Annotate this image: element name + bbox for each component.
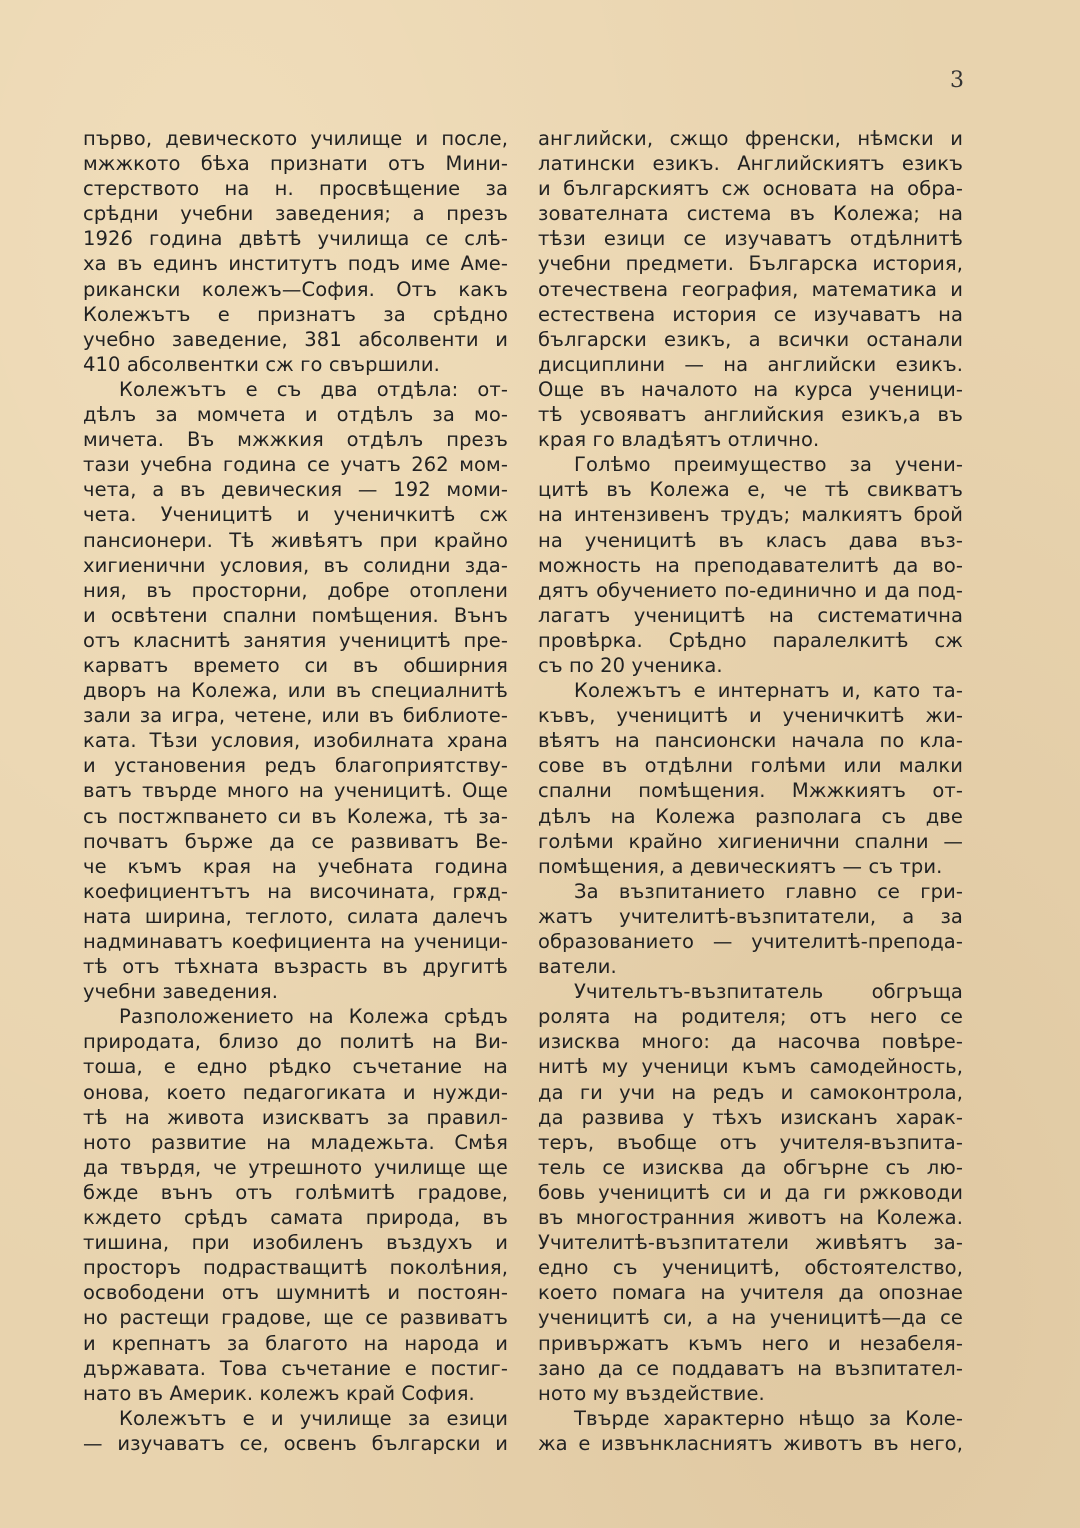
text-line: цитѣ въ Колежа е, че тѣ свикватъ <box>538 478 963 502</box>
text-line: първо, девическото училище и после, <box>83 127 508 150</box>
text-line: За възпитанието главно се гри- <box>574 879 963 903</box>
text-line: тѣзи езици се изучаватъ отдѣлнитѣ <box>538 227 963 251</box>
text-line: чета, а въ девическия — 192 моми- <box>83 478 508 502</box>
text-line: зано да се поддаватъ на възпитател- <box>538 1356 963 1380</box>
text-line: Твърде характерно нѣщо за Коле- <box>574 1406 963 1430</box>
text-line: изисква много: да насочва повѣре- <box>538 1030 963 1054</box>
text-line: ния, въ просторни, добре отоплени <box>83 578 508 602</box>
text-line: бжде вънъ отъ голѣмитѣ градове, <box>83 1180 508 1204</box>
text-line: онова, което педагогиката и нужди- <box>83 1080 508 1104</box>
text-line: бовь ученицитѣ си и да ги ржководи <box>538 1180 963 1204</box>
text-line: края го владѣятъ отлично. <box>538 428 820 452</box>
text-line: български езикъ, а всички останали <box>538 327 963 351</box>
text-line: можность на преподавателитѣ да во- <box>538 553 963 577</box>
text-line: къвъ, ученицитѣ и ученичкитѣ жи- <box>538 704 963 728</box>
text-line: мжжкото бѣха признати отъ Мини- <box>83 152 508 176</box>
text-line: тази учебна година се учатъ 262 мом- <box>83 453 508 477</box>
text-line: зали за игра, четене, или въ библиоте- <box>83 704 508 728</box>
text-line: дѣлъ за момчета и отдѣлъ за мо- <box>83 403 508 427</box>
text-line: Голѣмо преимущество за учени- <box>574 453 963 477</box>
text-line: на ученицитѣ въ класъ дава въз- <box>538 528 963 552</box>
text-line: на интензивенъ трудъ; малкиятъ брой <box>538 503 963 527</box>
text-line: да ги учи на редъ и самоконтрола, <box>538 1080 963 1104</box>
text-line: хигиенични условия, въ солидни зда- <box>83 553 508 577</box>
text-line: вѣятъ на пансионски начала по кла- <box>538 729 963 753</box>
text-line: голѣми крайно хигиенични спални — <box>538 829 963 853</box>
text-line: стерството на н. просвѣщение за <box>83 177 508 201</box>
text-line: ното му въздействие. <box>538 1381 765 1405</box>
text-line: пансионери. Тѣ живѣятъ при крайно <box>83 528 508 552</box>
text-line: Разположението на Колежа срѣдъ <box>119 1005 508 1029</box>
text-line: лагатъ ученицитѣ на систематична <box>538 603 963 627</box>
text-line: едно съ ученицитѣ, обстоятелство, <box>538 1256 963 1280</box>
text-line: Колежътъ е съ два отдѣла: от- <box>119 377 508 401</box>
text-line: и българскиятъ сж основата на обра- <box>538 177 963 201</box>
text-line: ката. Тѣзи условия, изобилната храна <box>83 729 508 753</box>
text-line: съ постжпването си въ Колежа, тѣ за- <box>83 804 508 828</box>
text-line: нато въ Америк. колежъ край София. <box>83 1381 475 1405</box>
text-line: природата, близо до политѣ на Ви- <box>83 1030 508 1054</box>
text-line: сове въ отдѣлни голѣми или малки <box>538 754 963 778</box>
text-line: — изучаватъ се, освенъ български и <box>83 1431 508 1455</box>
text-line: помѣщения, а девическиятъ — съ три. <box>538 854 943 878</box>
text-line: учебни предмети. Българска история, <box>538 252 963 276</box>
text-line: тишина, при изобиленъ въздухъ и <box>83 1231 508 1255</box>
text-line: ната ширина, теглото, силата далечъ <box>83 904 508 928</box>
text-line: което помага на учителя да опознае <box>538 1281 963 1305</box>
text-line: 1926 година двѣтѣ училища се слѣ- <box>83 227 508 251</box>
text-line: отъ класнитѣ занятия ученицитѣ пре- <box>83 628 508 652</box>
text-line: отечествена география, математика и <box>538 277 963 301</box>
text-line: надминаватъ коефициента на ученици- <box>83 930 508 953</box>
text-line: и освѣтени спални помѣщения. Вънъ <box>83 603 508 627</box>
text-line: Още въ началото на курса ученици- <box>538 377 963 401</box>
text-line: английски, сжщо френски, нѣмски и <box>538 127 963 150</box>
text-line: кждето срѣдъ самата природа, въ <box>83 1206 508 1230</box>
text-line: срѣдни учебни заведения; а презъ <box>83 202 508 226</box>
text-line: чета. Ученицитѣ и ученичкитѣ сж <box>83 503 508 527</box>
text-line: но растещи градове, ще се развиватъ <box>83 1306 508 1330</box>
text-line: дятъ обучението по-единично и да под- <box>538 578 963 602</box>
text-line: естествена история се изучаватъ на <box>538 302 963 326</box>
text-line: и крепнатъ за благото на народа и <box>83 1331 508 1355</box>
text-line: почватъ бърже да се развиватъ Ве- <box>83 829 508 853</box>
text-line: спални помѣщения. Мжжкиятъ от- <box>538 779 963 803</box>
text-line: коефициентътъ на височината, грѫд- <box>83 879 508 903</box>
text-line: жатъ учителитѣ-възпитатели, а за <box>538 904 963 928</box>
text-line: тѣ на живота изискватъ за правил- <box>83 1105 508 1129</box>
text-line: Учителитѣ-възпитатели живѣятъ за- <box>538 1231 963 1255</box>
text-line: жа е извънкласниятъ животъ въ него, <box>538 1431 963 1455</box>
text-line: мичета. Въ мжжкия отдѣлъ презъ <box>83 428 508 452</box>
text-line: Колежътъ е интернатъ и, като та- <box>574 679 963 703</box>
left-text-column <box>83 126 508 1456</box>
text-line: ватели. <box>538 955 617 979</box>
text-line: учебни заведения. <box>83 980 279 1004</box>
text-line: тѣ отъ тѣхната възрасть въ другитѣ <box>83 955 508 979</box>
text-line: въ многостранния животъ на Колежа. <box>538 1206 963 1230</box>
text-line: дисциплини — на английски езикъ. <box>538 352 963 376</box>
text-line: латински езикъ. Английскиятъ езикъ <box>538 152 963 176</box>
text-line: и установения редъ благоприятству- <box>83 754 508 778</box>
text-line: държавата. Това съчетание е постиг- <box>83 1356 508 1380</box>
text-line: зователната система въ Колежа; на <box>538 202 963 226</box>
text-line: да развива у тѣхъ изисканъ харак- <box>538 1105 963 1129</box>
text-line: карватъ времето си въ обширния <box>83 653 508 677</box>
text-line: просторъ подрастващитѣ поколѣния, <box>83 1256 508 1280</box>
text-line: Колежътъ е и училище за езици <box>119 1406 508 1430</box>
text-line: съ по 20 ученика. <box>538 653 723 677</box>
text-line: теръ, въобще отъ учителя-възпита- <box>538 1130 963 1154</box>
text-line: дѣлъ на Колежа разполага съ две <box>538 804 963 828</box>
text-line: да твърдя, че утрешното училище ще <box>83 1155 508 1179</box>
text-line: нитѣ му ученици къмъ самодейность, <box>538 1055 963 1079</box>
text-line: 410 абсолвентки сж го свършили. <box>83 352 440 376</box>
text-line: че къмъ края на учебната година <box>83 854 508 878</box>
text-line: освободени отъ шумнитѣ и постоян- <box>83 1281 508 1305</box>
page-number: 3 <box>950 68 964 93</box>
text-line: ха въ единъ институтъ подъ име Аме- <box>83 252 508 276</box>
text-line: ватъ твърде много на ученицитѣ. Още <box>83 779 508 803</box>
text-line: Колежътъ е признатъ за срѣдно <box>83 302 508 326</box>
text-line: тоша, е едно рѣдко съчетание на <box>83 1055 508 1079</box>
text-line: ролята на родителя; отъ него се <box>538 1005 963 1029</box>
text-line: образованието — учителитѣ-препода- <box>538 930 963 953</box>
text-line: тель се изисква да обгърне съ лю- <box>538 1155 963 1179</box>
text-line: тѣ усвояватъ английския езикъ,а въ <box>538 403 963 427</box>
text-line: рикански колежъ—София. Отъ какъ <box>83 277 508 301</box>
text-line: привържатъ къмъ него и незабеля- <box>538 1331 963 1355</box>
text-line: ученицитѣ си, а на ученицитѣ—да се <box>538 1306 963 1330</box>
text-line: учебно заведение, 381 абсолвенти и <box>83 327 508 351</box>
text-line: Учительтъ-възпитатель обгръща <box>574 980 963 1004</box>
text-line: дворъ на Колежа, или въ специалнитѣ <box>83 679 508 703</box>
text-line: провѣрка. Срѣдно паралелкитѣ сж <box>538 628 963 652</box>
text-line: ното развитие на младежьта. Смѣя <box>83 1130 508 1154</box>
right-text-column <box>538 126 963 1456</box>
